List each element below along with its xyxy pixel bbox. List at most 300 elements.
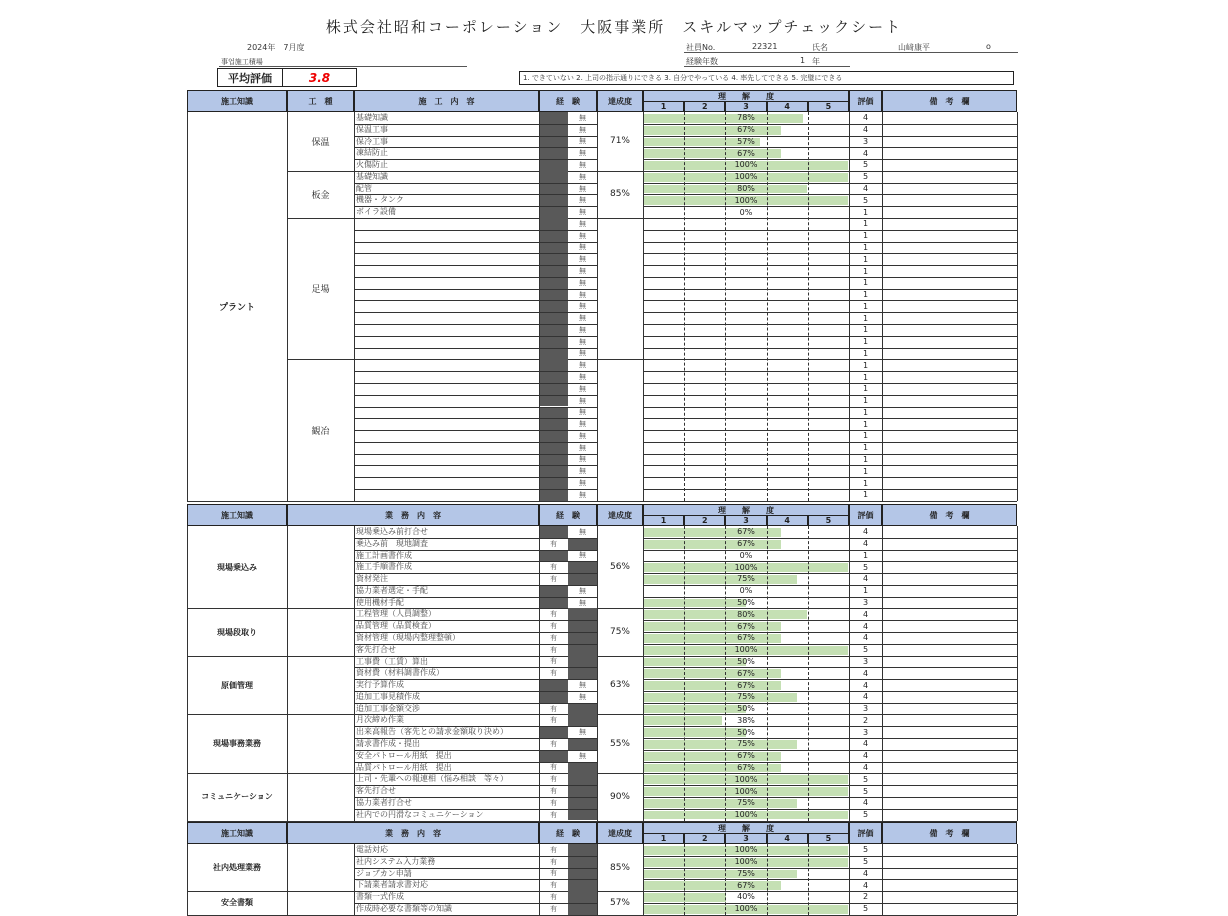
experience-dark-fill	[539, 430, 568, 442]
experience-dark-fill	[539, 112, 568, 124]
row-line	[354, 550, 597, 551]
rating-value: 4	[862, 609, 869, 619]
row-line	[643, 206, 1017, 207]
experience-value: 有	[550, 633, 557, 642]
rating-value: 1	[862, 372, 869, 382]
rating-value: 5	[862, 160, 869, 170]
col-line	[539, 844, 540, 915]
experience-dark-fill	[568, 644, 597, 656]
item-label: 火傷防止	[356, 160, 388, 170]
header-scale-3: 3	[725, 833, 766, 844]
experience-value: 有	[550, 645, 557, 654]
experience-dark-fill	[539, 395, 568, 407]
rating-value: 1	[862, 290, 869, 300]
col-line	[882, 526, 883, 821]
rating-value: 4	[862, 762, 869, 772]
item-label	[356, 230, 537, 242]
item-label: 工程管理（人員調整）	[356, 609, 436, 619]
understanding-percent: 67%	[737, 125, 755, 135]
col-line	[1017, 526, 1018, 821]
item-label	[356, 253, 537, 265]
col-line	[187, 844, 188, 915]
experience-dark-fill	[568, 656, 597, 668]
experience-dark-fill	[539, 550, 568, 562]
row-line	[643, 477, 1017, 478]
col-line	[849, 112, 850, 501]
rating-value: 2	[862, 892, 869, 902]
header-scale-4: 4	[767, 101, 808, 112]
achievement-value: 63%	[609, 680, 630, 691]
row-line	[643, 726, 1017, 727]
row-line	[354, 538, 597, 539]
rating-value: 3	[862, 727, 869, 737]
years-label: 経験年数	[686, 57, 718, 66]
experience-value: 有	[550, 869, 557, 878]
experience-value: 無	[579, 196, 586, 205]
rating-value: 5	[862, 786, 869, 796]
rating-value: 1	[862, 550, 869, 560]
understanding-percent: 67%	[737, 680, 755, 690]
row-line	[643, 550, 1017, 551]
item-label	[356, 454, 537, 466]
experience-value: 有	[550, 739, 557, 748]
row-line	[643, 620, 1017, 621]
understanding-percent: 67%	[737, 539, 755, 549]
row-line	[354, 691, 597, 692]
rating-value: 4	[862, 527, 869, 537]
row-line	[354, 561, 597, 562]
understanding-percent	[643, 371, 849, 383]
experience-dark-fill	[539, 679, 568, 691]
header-rating: 評価	[849, 822, 882, 844]
item-label: 上司・先輩への報連相（悩み相談 等々）	[356, 774, 508, 784]
understanding-percent	[643, 324, 849, 336]
understanding-percent	[643, 277, 849, 289]
achievement-value	[597, 218, 643, 359]
row-line	[354, 430, 597, 431]
experience-dark-fill	[539, 359, 568, 371]
row-line	[354, 183, 597, 184]
achievement-value: 55%	[609, 738, 630, 749]
experience-dark-fill	[539, 336, 568, 348]
rating-value: 1	[862, 207, 869, 217]
understanding-percent: 67%	[737, 880, 755, 890]
scale-divider	[725, 112, 726, 501]
header-knowledge: 施工知識	[187, 90, 287, 112]
col-line	[287, 112, 288, 501]
item-label	[356, 407, 537, 419]
years-unit: 年	[812, 57, 820, 66]
experience-value: 無	[579, 255, 586, 264]
scale-divider	[684, 844, 685, 915]
experience-dark-fill	[568, 561, 597, 573]
experience-value: 無	[579, 431, 586, 440]
row-line	[354, 395, 597, 396]
scale-divider	[808, 844, 809, 915]
rating-value: 5	[862, 195, 869, 205]
rating-value: 1	[862, 231, 869, 241]
rating-value: 4	[862, 868, 869, 878]
experience-value: 無	[579, 751, 586, 760]
col-line	[354, 844, 355, 915]
employee-no-label: 社員No.	[686, 43, 716, 52]
experience-value: 無	[579, 551, 586, 560]
rating-legend: 1. できていない 2. 上司の指示通りにできる 3. 自分でやっている 4. 率先してできる 5. 完璧にできる	[519, 71, 1014, 85]
item-label: 基礎知識	[356, 113, 388, 122]
kind-label: 保温	[311, 137, 330, 148]
experience-value: 無	[579, 408, 586, 417]
rating-value: 4	[862, 751, 869, 761]
understanding-percent: 75%	[737, 574, 755, 584]
rating-value: 4	[862, 739, 869, 749]
header-scale-4: 4	[767, 833, 808, 844]
group-label: 現場段取り	[217, 627, 257, 637]
item-label: 保冷工事	[356, 136, 388, 146]
col-line	[1017, 112, 1018, 501]
item-label	[356, 477, 537, 489]
understanding-percent: 100%	[734, 786, 758, 796]
header-achievement: 達成度	[597, 822, 643, 844]
row-line	[354, 738, 597, 739]
header-experience: 経 験	[539, 90, 597, 112]
row-line	[643, 395, 1017, 396]
item-label	[356, 312, 537, 324]
item-label	[356, 289, 537, 301]
row-line	[354, 442, 597, 443]
col-line	[287, 844, 288, 915]
rating-value: 1	[862, 466, 869, 476]
understanding-percent: 100%	[734, 172, 758, 182]
row-line	[354, 159, 597, 160]
row-line	[354, 465, 597, 466]
date-label: 2024年 7月度	[247, 43, 305, 52]
item-label: 月次締め作業	[356, 715, 404, 725]
item-label	[356, 383, 537, 395]
understanding-percent: 100%	[734, 857, 758, 867]
experience-value: 無	[579, 325, 586, 334]
row-line	[643, 430, 1017, 431]
experience-dark-fill	[539, 136, 568, 148]
experience-dark-fill	[539, 691, 568, 703]
experience-dark-fill	[539, 183, 568, 195]
header-scale-2: 2	[684, 101, 725, 112]
header-scale-1: 1	[643, 101, 684, 112]
row-line	[643, 809, 1017, 810]
achievement-value: 57%	[609, 897, 630, 908]
rating-value: 4	[862, 113, 869, 123]
header-scale-4: 4	[767, 515, 808, 526]
employee-underline	[684, 52, 1018, 53]
row-line	[354, 383, 597, 384]
row-line	[643, 183, 1017, 184]
employee-name-label: 氏名	[812, 43, 828, 52]
experience-dark-fill	[568, 891, 597, 903]
row-line	[354, 454, 597, 455]
scale-divider	[684, 112, 685, 501]
experience-value: 有	[550, 539, 557, 548]
experience-value: 有	[550, 704, 557, 713]
achievement-value: 75%	[609, 627, 630, 637]
row-line	[643, 465, 1017, 466]
col-line	[597, 526, 598, 821]
understanding-percent: 100%	[734, 645, 758, 655]
achievement-value: 90%	[609, 791, 630, 802]
row-line	[354, 585, 597, 586]
experience-value: 無	[579, 290, 586, 299]
row-line	[354, 418, 597, 419]
item-label: 資材費（材料調書作成）	[356, 668, 444, 678]
understanding-percent	[643, 242, 849, 254]
understanding-percent: 100%	[734, 774, 758, 784]
experience-value: 無	[579, 598, 586, 607]
row-line	[643, 336, 1017, 337]
experience-dark-fill	[539, 324, 568, 336]
row-line	[643, 679, 1017, 680]
rating-value: 1	[862, 360, 869, 370]
rating-value: 4	[862, 574, 869, 584]
header-rating: 評価	[849, 504, 882, 526]
experience-dark-fill	[539, 526, 568, 538]
experience-dark-fill	[568, 538, 597, 550]
row-line	[354, 206, 597, 207]
row-line	[643, 277, 1017, 278]
experience-value: 有	[550, 574, 557, 583]
item-label: 凍結防止	[356, 148, 388, 158]
experience-dark-fill	[568, 844, 597, 856]
row-line	[354, 573, 597, 574]
header-business-content: 業 務 内 容	[287, 504, 539, 526]
item-label: 工事費（工賃）算出	[356, 656, 428, 666]
item-label: 書類一式作成	[356, 892, 404, 902]
rating-value: 1	[862, 219, 869, 229]
kind-label: 足場	[311, 285, 330, 296]
experience-value: 無	[579, 337, 586, 346]
scale-divider	[808, 526, 809, 821]
experience-dark-fill	[539, 750, 568, 762]
experience-dark-fill	[568, 809, 597, 821]
experience-value: 無	[579, 692, 586, 701]
understanding-percent: 50%	[737, 727, 755, 737]
experience-dark-fill	[568, 632, 597, 644]
understanding-percent	[643, 230, 849, 242]
experience-value: 無	[579, 384, 586, 393]
item-label	[356, 395, 537, 407]
item-label: 下請業者請求書対応	[356, 880, 428, 890]
item-label: 協力業者選定・手配	[356, 585, 428, 595]
col-line	[539, 112, 540, 501]
experience-value: 有	[550, 845, 557, 854]
understanding-percent: 67%	[737, 668, 755, 678]
experience-value: 有	[550, 775, 557, 784]
experience-dark-fill	[568, 868, 597, 880]
scale-divider	[767, 526, 768, 821]
header-remarks: 備 考 欄	[882, 90, 1017, 112]
experience-dark-fill	[539, 442, 568, 454]
row-line	[643, 442, 1017, 443]
rating-value: 4	[862, 692, 869, 702]
item-label: 保温工事	[356, 124, 388, 134]
understanding-percent	[643, 336, 849, 348]
understanding-percent: 75%	[737, 868, 755, 878]
header-experience: 経 験	[539, 822, 597, 844]
item-label: 品質パトロール用紙 提出	[356, 762, 452, 772]
experience-value: 無	[579, 396, 586, 405]
header-scale-2: 2	[684, 833, 725, 844]
understanding-percent: 78%	[737, 113, 755, 123]
header-business-content: 業 務 内 容	[287, 822, 539, 844]
understanding-percent: 67%	[737, 633, 755, 643]
experience-value: 無	[579, 113, 586, 122]
experience-value: 無	[579, 728, 586, 737]
understanding-percent: 67%	[737, 527, 755, 537]
understanding-percent	[643, 265, 849, 277]
col-line	[643, 526, 644, 821]
understanding-percent: 80%	[737, 609, 755, 619]
understanding-percent: 100%	[734, 195, 758, 205]
row-line	[354, 620, 597, 621]
row-line	[354, 371, 597, 372]
header-remarks: 備 考 欄	[882, 822, 1017, 844]
item-label: 施工計画書作成	[356, 550, 412, 560]
header-scale-3: 3	[725, 515, 766, 526]
header-achievement: 達成度	[597, 504, 643, 526]
col-line	[597, 844, 598, 915]
rating-value: 4	[862, 621, 869, 631]
rating-value: 1	[862, 419, 869, 429]
category-label: プラント	[218, 302, 255, 313]
row-line	[643, 738, 1017, 739]
col-line	[882, 844, 883, 915]
rating-value: 1	[862, 313, 869, 323]
item-label: 現場乗込み前打合せ	[356, 527, 428, 536]
row-line	[643, 407, 1017, 408]
experience-dark-fill	[539, 218, 568, 230]
years-underline	[684, 66, 850, 67]
row-line	[354, 632, 597, 633]
row-line	[643, 383, 1017, 384]
item-label: 資材発注	[356, 574, 388, 584]
experience-dark-fill	[568, 738, 597, 750]
dept-label: 事업施工積場	[221, 58, 263, 66]
experience-dark-fill	[539, 585, 568, 597]
understanding-percent	[643, 489, 849, 501]
row-line	[643, 856, 1017, 857]
understanding-percent	[643, 465, 849, 477]
item-label: 社内での円滑なコミュニケーション	[356, 809, 484, 819]
header-scale-5: 5	[808, 515, 849, 526]
group-label: 原価管理	[221, 680, 253, 690]
row-line	[354, 348, 597, 349]
experience-value: 無	[579, 467, 586, 476]
rating-value: 4	[862, 880, 869, 890]
row-line	[643, 289, 1017, 290]
understanding-percent	[643, 348, 849, 360]
item-label	[356, 442, 537, 454]
rating-value: 1	[862, 254, 869, 264]
header-rating: 評価	[849, 90, 882, 112]
experience-dark-fill	[539, 206, 568, 218]
experience-value: 無	[579, 219, 586, 228]
rating-value: 4	[862, 539, 869, 549]
experience-dark-fill	[539, 371, 568, 383]
row-line	[643, 762, 1017, 763]
row-line	[354, 265, 597, 266]
experience-value: 有	[550, 563, 557, 572]
rating-value: 1	[862, 490, 869, 500]
experience-value: 無	[579, 125, 586, 134]
item-label	[356, 418, 537, 430]
rating-value: 4	[862, 148, 869, 158]
employee-no-value: 22321	[752, 42, 778, 51]
experience-value: 有	[550, 669, 557, 678]
understanding-percent: 100%	[734, 562, 758, 572]
experience-dark-fill	[539, 253, 568, 265]
experience-dark-fill	[568, 785, 597, 797]
experience-value: 無	[579, 479, 586, 488]
experience-dark-fill	[539, 171, 568, 183]
rating-value: 1	[862, 325, 869, 335]
item-label	[356, 359, 537, 371]
experience-dark-fill	[539, 489, 568, 501]
understanding-percent	[643, 359, 849, 371]
item-label: 基礎知識	[356, 171, 388, 181]
understanding-percent: 38%	[737, 715, 755, 725]
experience-value: 無	[579, 302, 586, 311]
experience-dark-fill	[539, 348, 568, 360]
item-label: 請求書作成・提出	[356, 739, 420, 749]
row-line	[643, 785, 1017, 786]
rating-value: 5	[862, 904, 869, 914]
item-label	[356, 324, 537, 336]
rating-value: 1	[862, 266, 869, 276]
experience-dark-fill	[539, 277, 568, 289]
item-label: 客先打合せ	[356, 644, 396, 654]
experience-value: 無	[579, 314, 586, 323]
rating-value: 1	[862, 431, 869, 441]
row-line	[643, 124, 1017, 125]
average-rating-label: 平均評価	[218, 69, 283, 86]
row-line	[643, 242, 1017, 243]
item-label	[356, 218, 537, 230]
row-line	[354, 477, 597, 478]
experience-dark-fill	[539, 477, 568, 489]
header-scale-5: 5	[808, 833, 849, 844]
group-label: 現場事務業務	[213, 739, 261, 749]
rating-value: 1	[862, 278, 869, 288]
col-line	[1017, 844, 1018, 915]
item-label: 協力業者打合せ	[356, 797, 412, 807]
rating-value: 1	[862, 301, 869, 311]
understanding-percent	[643, 253, 849, 265]
experience-value: 有	[550, 622, 557, 631]
row-line	[354, 750, 597, 751]
rating-value: 5	[862, 845, 869, 855]
row-line	[643, 573, 1017, 574]
rating-value: 4	[862, 668, 869, 678]
header-scale-1: 1	[643, 515, 684, 526]
experience-dark-fill	[539, 418, 568, 430]
experience-value: 有	[550, 892, 557, 901]
header-understanding: 理 解 度	[643, 822, 849, 833]
rating-value: 1	[862, 478, 869, 488]
achievement-value: 85%	[609, 862, 630, 873]
rating-value: 4	[862, 184, 869, 194]
understanding-percent	[643, 395, 849, 407]
row-line	[354, 324, 597, 325]
understanding-percent: 100%	[734, 810, 758, 820]
row-line	[354, 703, 597, 704]
experience-value: 無	[579, 527, 586, 536]
